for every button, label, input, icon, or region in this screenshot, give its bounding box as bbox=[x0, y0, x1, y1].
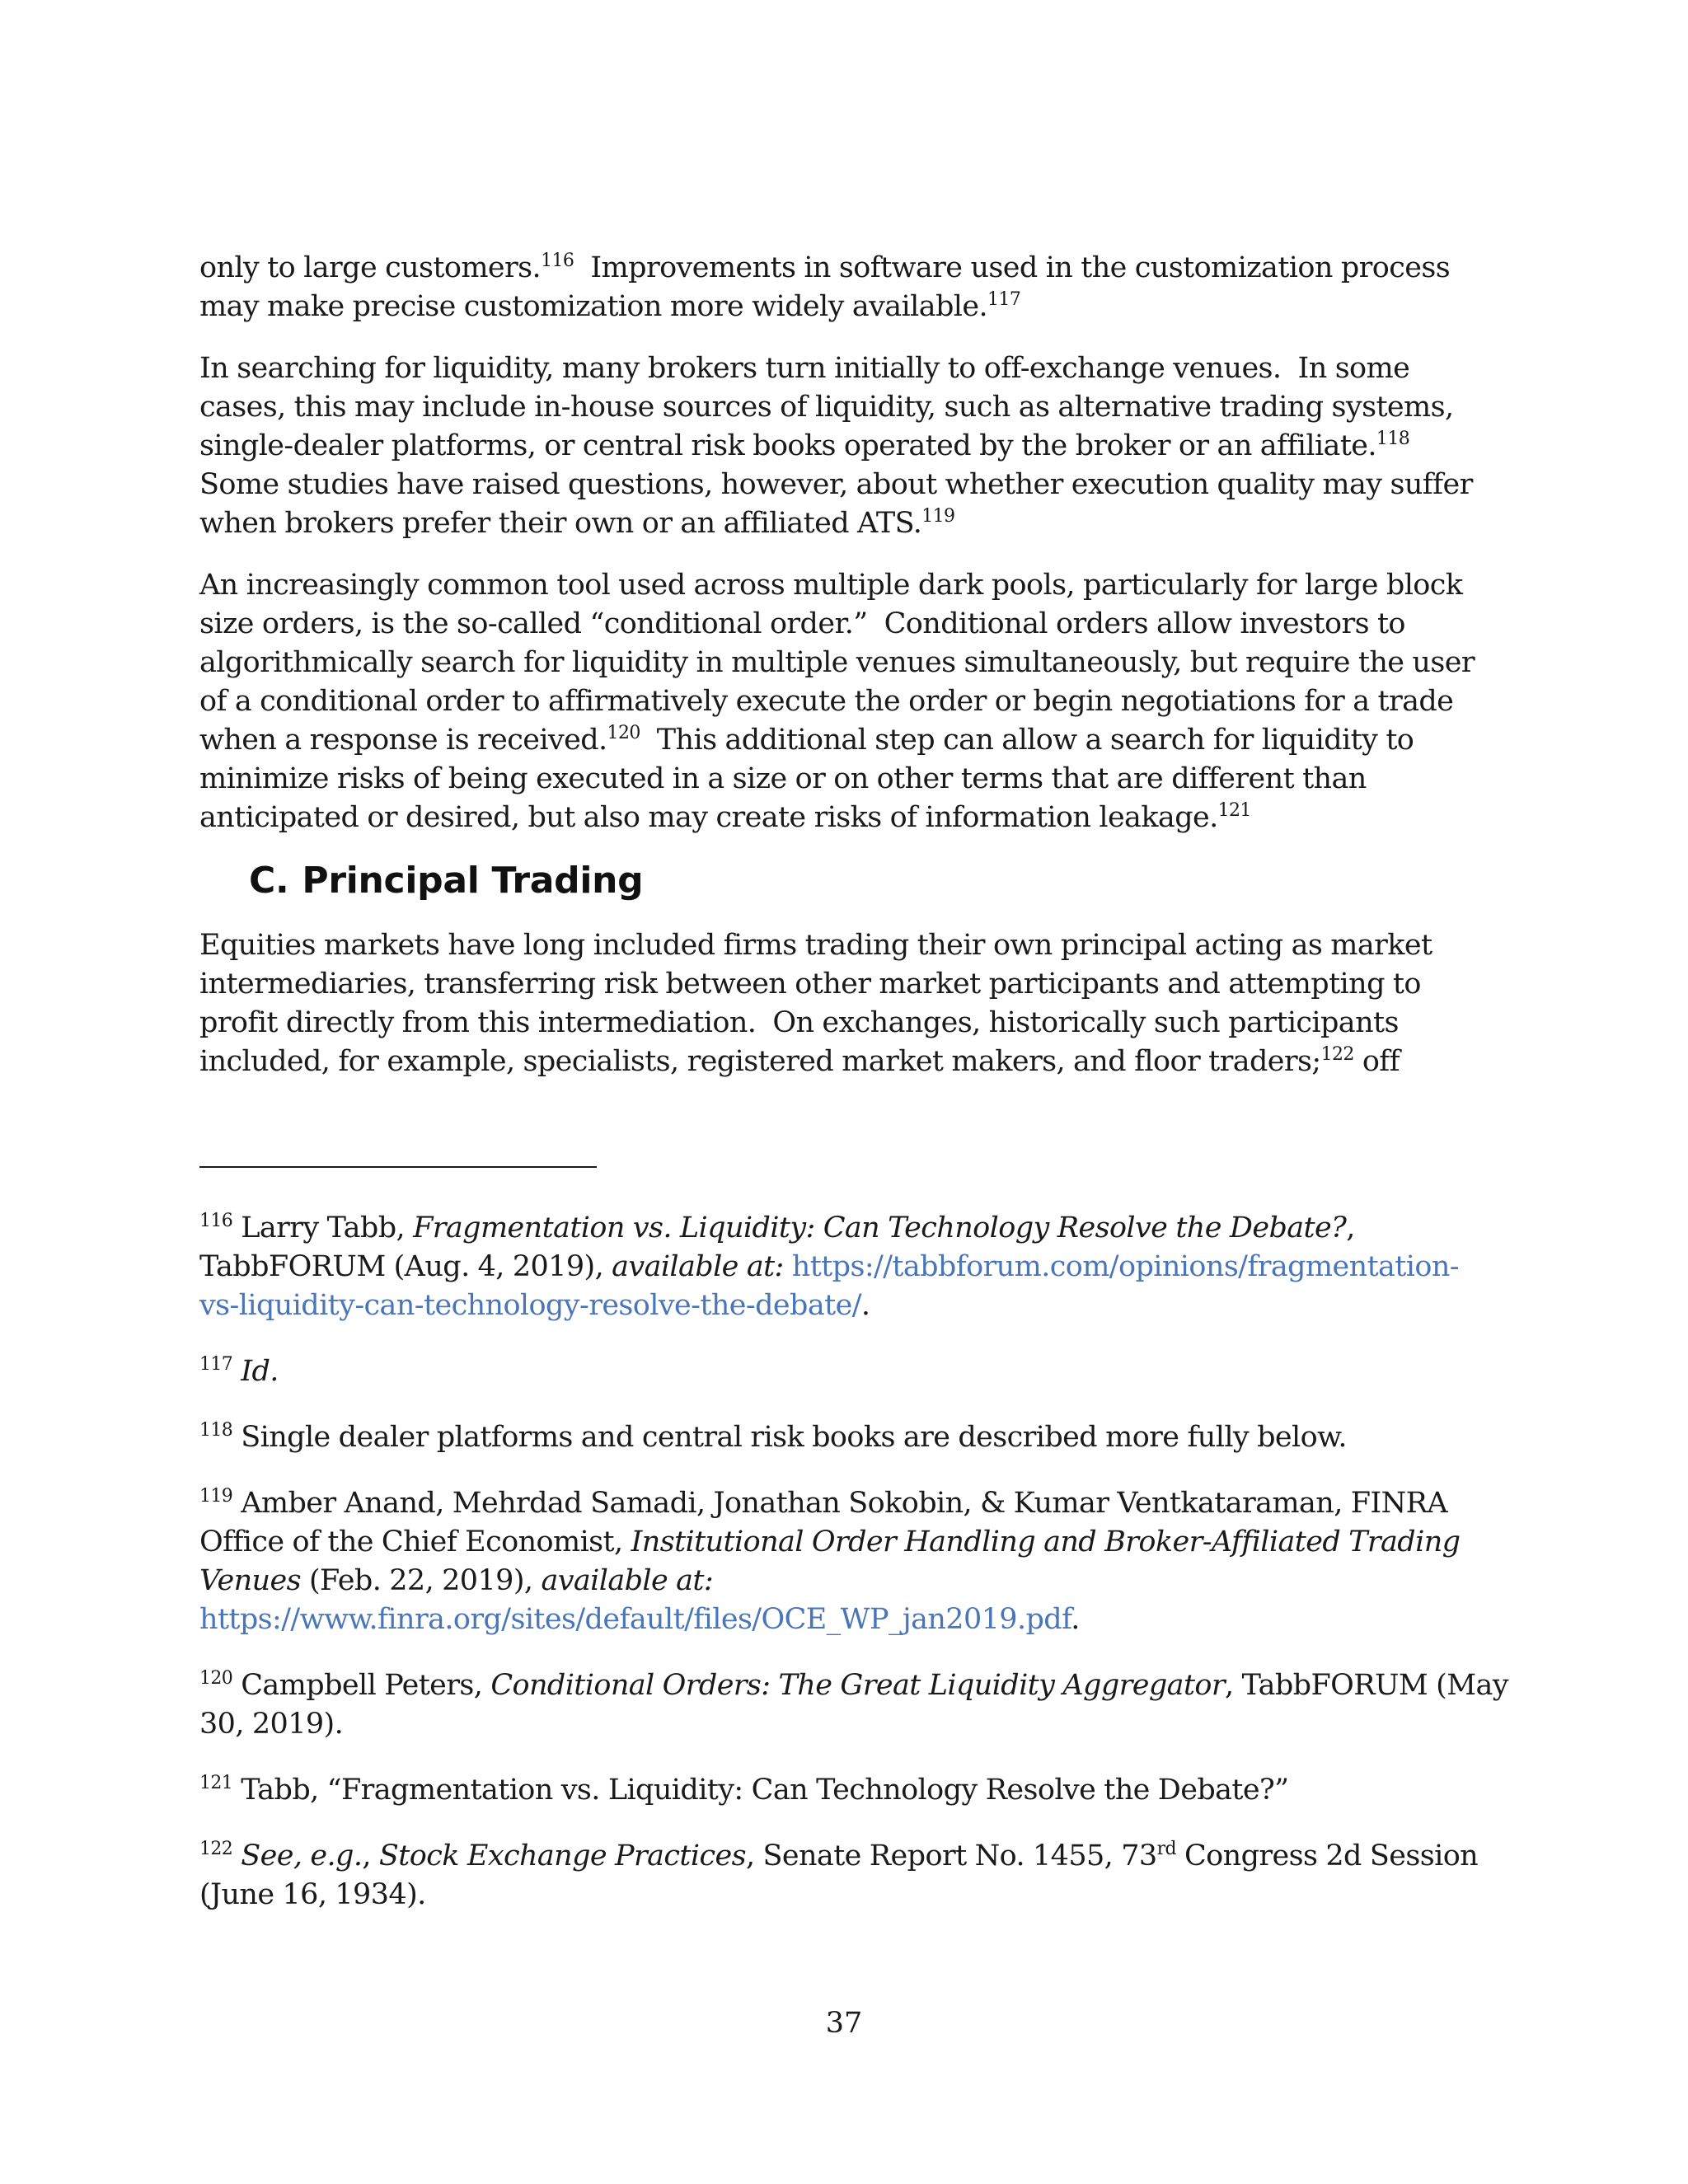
citation-title: Stock Exchange Practices bbox=[378, 1840, 746, 1872]
text: cases, this may include in-house sources of liquidity, such as alternative trading systems, bbox=[199, 391, 1454, 424]
citation-title: Conditional Orders: The Great Liquidity Aggregator bbox=[490, 1669, 1226, 1702]
page-number: 37 bbox=[825, 2007, 863, 2040]
paragraph-customization bbox=[199, 249, 1485, 326]
footnote-116 bbox=[199, 1209, 1485, 1325]
footnote-122 bbox=[199, 1837, 1485, 1915]
text: off bbox=[1353, 1045, 1400, 1078]
footnote-number: 116 bbox=[199, 1211, 233, 1231]
text: may make precise customization more widely available. bbox=[199, 290, 988, 323]
text: Single dealer platforms and central risk books are described more fully below. bbox=[232, 1421, 1347, 1454]
text: Campbell Peters, bbox=[232, 1669, 491, 1702]
text: size orders, is the so-called “conditional order.” Conditional orders allow investors to bbox=[199, 607, 1405, 640]
text: . bbox=[1071, 1603, 1080, 1636]
footnote-117 bbox=[199, 1352, 1485, 1391]
citation-link[interactable]: https://www.finra.org/sites/default/files/OCE_WP_jan2019.pdf bbox=[199, 1603, 1071, 1636]
footnote-number: 120 bbox=[199, 1668, 233, 1689]
footnote-ref-120[interactable]: 120 bbox=[607, 723, 640, 743]
text: Equities markets have long included firms trading their own principal acting as market bbox=[199, 929, 1432, 962]
text: Congress 2d Session bbox=[1175, 1840, 1479, 1872]
text: (Feb. 22, 2019), bbox=[300, 1564, 542, 1597]
available-at-label: available at: bbox=[612, 1250, 784, 1283]
signal-see: See, e.g. bbox=[241, 1840, 363, 1872]
paragraph-principal-trading bbox=[199, 926, 1485, 1081]
footnote-number: 121 bbox=[199, 1773, 233, 1793]
text: Tabb, “Fragmentation vs. Liquidity: Can Technology Resolve the Debate?” bbox=[232, 1774, 1289, 1807]
footnote-number: 118 bbox=[199, 1420, 233, 1441]
section-title: Principal Trading bbox=[302, 860, 644, 902]
footnote-120 bbox=[199, 1666, 1508, 1744]
text: of a conditional order to affirmatively execute the order or begin negotiations for a trade bbox=[199, 685, 1454, 718]
text: anticipated or desired, but also may create risks of information leakage. bbox=[199, 801, 1218, 834]
footnote-ref-122[interactable]: 122 bbox=[1320, 1044, 1354, 1065]
text: Improvements in software used in the customization process bbox=[574, 251, 1451, 284]
footnote-121 bbox=[199, 1771, 1485, 1810]
text: , TabbFORUM (May bbox=[1225, 1669, 1508, 1702]
citation-link-continued[interactable]: vs-liquidity-can-technology-resolve-the-debate/ bbox=[199, 1289, 861, 1322]
text: included, for example, specialists, registered market makers, and floor traders; bbox=[199, 1045, 1321, 1078]
citation-title: Fragmentation vs. Liquidity: Can Technology Resolve the Debate? bbox=[413, 1212, 1347, 1244]
section-heading bbox=[249, 860, 1485, 902]
text: intermediaries, transferring risk between other market participants and attempting to bbox=[199, 968, 1421, 1001]
text: This additional step can allow a search for liquidity to bbox=[640, 724, 1414, 757]
section-letter: C. bbox=[249, 860, 289, 902]
text: when a response is received. bbox=[199, 724, 607, 757]
citation-title: Institutional Order Handling and Broker-Affiliated Trading bbox=[631, 1526, 1461, 1558]
available-at-label: available at: bbox=[541, 1564, 714, 1597]
text: algorithmically search for liquidity in multiple venues simultaneously, but require the user bbox=[199, 646, 1475, 679]
paragraph-liquidity-search bbox=[199, 349, 1485, 543]
footnote-number: 119 bbox=[199, 1486, 233, 1507]
text: Some studies have raised questions, however, about whether execution quality may suffer bbox=[199, 468, 1473, 501]
text: (June 16, 1934). bbox=[199, 1878, 426, 1911]
text: when brokers prefer their own or an affiliated ATS. bbox=[199, 507, 922, 540]
paragraph-conditional-order bbox=[199, 566, 1485, 837]
text: Office of the Chief Economist, bbox=[199, 1526, 631, 1558]
footnote-separator bbox=[199, 1166, 597, 1168]
text: Larry Tabb, bbox=[232, 1212, 414, 1244]
document-body bbox=[199, 249, 1485, 1104]
footnote-ref-119[interactable]: 119 bbox=[921, 506, 955, 527]
text: TabbFORUM (Aug. 4, 2019), bbox=[199, 1250, 612, 1283]
citation-text: Id. bbox=[241, 1355, 279, 1388]
text: Amber Anand, Mehrdad Samadi, Jonathan Sokobin, & Kumar Ventkataraman, FINRA bbox=[232, 1487, 1448, 1520]
footnote-number: 117 bbox=[199, 1354, 233, 1375]
text: minimize risks of being executed in a size or on other terms that are different than bbox=[199, 762, 1367, 795]
footnote-number: 122 bbox=[199, 1839, 233, 1859]
text: , Senate Report No. 1455, 73 bbox=[745, 1840, 1157, 1872]
text: , bbox=[362, 1840, 379, 1872]
text: . bbox=[860, 1289, 870, 1322]
text: single-dealer platforms, or central risk books operated by the broker or an affiliate. bbox=[199, 429, 1376, 462]
footnotes bbox=[199, 1209, 1508, 1942]
text: An increasingly common tool used across multiple dark pools, particularly for large block bbox=[199, 569, 1463, 602]
citation-title-continued: Venues bbox=[199, 1564, 301, 1597]
footnote-ref-117[interactable]: 117 bbox=[987, 289, 1021, 310]
citation-link[interactable]: https://tabbforum.com/opinions/fragmentation- bbox=[783, 1250, 1459, 1283]
text: , bbox=[1346, 1212, 1355, 1244]
footnote-ref-116[interactable]: 116 bbox=[541, 251, 574, 271]
text: 30, 2019). bbox=[199, 1708, 344, 1741]
footnote-119 bbox=[199, 1484, 1485, 1639]
text: In searching for liquidity, many brokers turn initially to off-exchange venues. In some bbox=[199, 352, 1410, 385]
text: only to large customers. bbox=[199, 251, 542, 284]
footnote-ref-118[interactable]: 118 bbox=[1376, 429, 1410, 449]
footnote-ref-121[interactable]: 121 bbox=[1217, 800, 1251, 821]
ordinal-suffix: rd bbox=[1156, 1839, 1176, 1859]
text: profit directly from this intermediation. On exchanges, historically such participants bbox=[199, 1006, 1399, 1039]
footnote-118 bbox=[199, 1418, 1485, 1457]
